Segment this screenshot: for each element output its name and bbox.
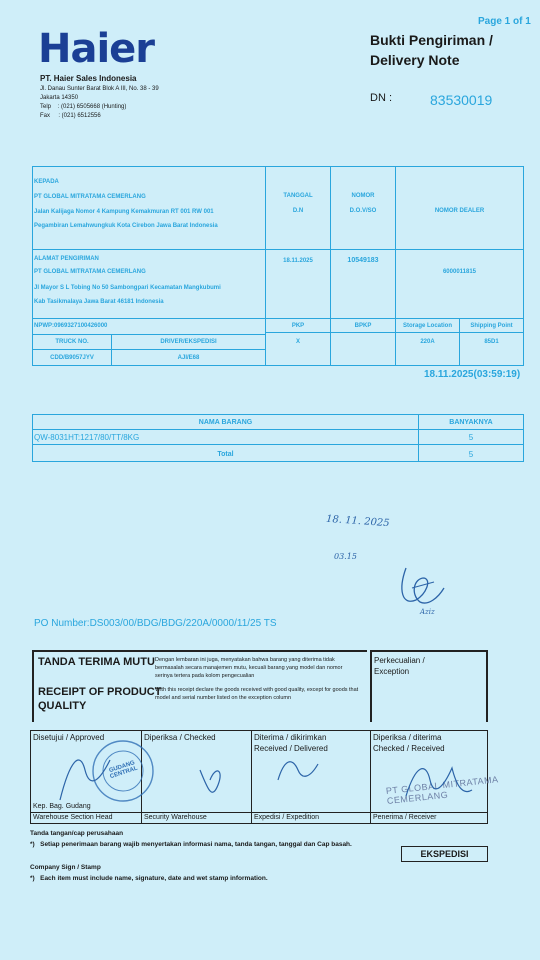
shipping-point-label: Shipping Point	[470, 323, 513, 329]
nomor-value: 10549183	[347, 257, 379, 264]
col1-bottom-2: Warehouse Section Head	[33, 814, 113, 821]
doc-title-2: Delivery Note	[370, 52, 460, 68]
driver-label: DRIVER/EKSPEDISI	[160, 339, 217, 345]
col1-bottom-1: Kep. Bag. Gudang	[33, 803, 91, 810]
item-name: QW-8031HT:1217/80/TT/8KG	[34, 433, 140, 442]
approval-signatures	[40, 740, 240, 810]
col1-top: Disetujui / Approved	[33, 733, 105, 742]
alamat-name: PT GLOBAL MITRATAMA CEMERLANG	[34, 269, 146, 275]
col4-top-1: Diperiksa / diterima	[373, 733, 442, 742]
npwp: NPWP:0969327100426000	[34, 323, 108, 329]
divider	[265, 332, 524, 333]
total-value: 5	[468, 450, 474, 459]
truck-value: CDD/B9057JYV	[50, 355, 94, 361]
col3-bottom: Expedisi / Expedition	[254, 814, 319, 821]
dn-label: DN :	[370, 92, 392, 104]
truck-label: TRUCK NO.	[55, 339, 89, 345]
dealer-value-cell	[395, 249, 524, 319]
receipt-text-id: Dengan lembaran ini juga, menyatakan bahwa barang yang diterima tidak bermasalah secara manajemen mutu, kecuali barang yang model dan nomor serinya tertera pada kolom pengecualian	[155, 657, 343, 679]
receipt-title-id: TANDA TERIMA MUTU	[38, 656, 155, 668]
alamat-address-2: Kab Tasikmalaya Jawa Barat 46181 Indonesia	[34, 299, 164, 305]
item-qty: 5	[468, 433, 474, 442]
footer-line-2: *) Setiap penerimaan barang wajib menyertakan informasi nama, tanda tangan, tanggal dan Cap basah.	[30, 841, 352, 848]
col-banyaknya: BANYAKNYA	[449, 419, 493, 426]
nomor-dealer-label: NOMOR DEALER	[434, 208, 485, 214]
storage-value: 220A	[420, 339, 435, 345]
receipt-title-en-1: RECEIPT OF PRODUCT	[38, 686, 162, 698]
tanggal-value: 18.11.2025	[283, 258, 313, 264]
copy-label: EKSPEDISI	[420, 849, 469, 859]
kepada-address-1: Jalan Kalijaga Nomor 4 Kampung Kemakmuran RT 001 RW 001	[34, 209, 214, 215]
footer-line-4: *) Each item must include name, signature, date and wet stamp information.	[30, 875, 268, 882]
kepada-address-2: Pegambiran Lemahwungkuk Kota Cirebon Jawa Barat Indonesia	[34, 223, 218, 229]
po-number: PO Number:DS003/00/BDG/BDG/220A/0000/11/25 TS	[34, 618, 277, 629]
dealer-value: 6000011815	[442, 269, 477, 275]
haier-logo: Haier	[38, 26, 155, 72]
nomor-label: NOMOR	[351, 193, 375, 199]
company-name: PT. Haier Sales Indonesia	[40, 74, 137, 83]
timestamp: 18.11.2025(03:59:19)	[424, 369, 521, 380]
company-address-2: Jakarta 14350	[40, 95, 79, 101]
sig-divider-3	[370, 730, 371, 824]
tanggal-label: TANGGAL	[283, 193, 313, 199]
total-label: Total	[217, 451, 234, 458]
col3-top-2: Received / Delivered	[254, 744, 328, 753]
footer-line-3: Company Sign / Stamp	[30, 864, 101, 871]
col2-bottom: Security Warehouse	[144, 814, 207, 821]
company-address-1: Jl. Danau Sunter Barat Blok A III, No. 38 - 39	[40, 86, 159, 92]
nomor-sub: D.O.V/SO	[349, 208, 377, 214]
col-nama-barang: NAMA BARANG	[198, 419, 253, 426]
bpkp-label: BPKP	[354, 323, 372, 329]
col2-top: Diperiksa / Checked	[144, 733, 216, 742]
driver-value: AJI/E68	[177, 355, 200, 361]
exception-label-1: Perkecualian /	[374, 656, 425, 665]
kepada-label: KEPADA	[34, 179, 59, 185]
sig-divider-2	[251, 730, 252, 824]
gudang-stamp-text: GUDANG CENTRAL	[108, 760, 139, 781]
pkp-value: X	[295, 339, 300, 345]
page-number: Page 1 of 1	[478, 16, 531, 27]
tanggal-sub: D.N	[292, 208, 304, 214]
handwritten-time: 03.15	[334, 552, 357, 561]
storage-label: Storage Location	[402, 323, 452, 329]
handwritten-name: Aziz	[420, 608, 435, 616]
dn-number: 83530019	[430, 92, 493, 108]
company-fax: Fax : (021) 6512556	[40, 113, 101, 119]
col3-top-1: Diterima / dikirimkan	[254, 733, 327, 742]
receipt-text-en: With this receipt declare the goods received with good quality, except for goods that model and serial number listed on the exception column	[155, 687, 359, 701]
doc-title-1: Bukti Pengiriman /	[370, 32, 493, 48]
handwritten-date: 18. 11. 2025	[325, 513, 390, 530]
receiver-company-stamp: PT GLOBAL MITRATAMA CEMERLANG	[385, 774, 499, 806]
col4-bottom: Penerima / Receiver	[373, 814, 437, 821]
kepada-name: PT GLOBAL MITRATAMA CEMERLANG	[34, 194, 146, 200]
receipt-title-en-2: QUALITY	[38, 700, 87, 712]
col4-top-2: Checked / Received	[373, 744, 445, 753]
company-telp: Telp : (021) 6505668 (Hunting)	[40, 104, 127, 110]
alamat-address-1: Jl Mayor S L Tobing No 50 Sambongpari Kecamatan Mangkubumi	[34, 285, 221, 291]
alamat-label: ALAMAT PENGIRIMAN	[34, 256, 99, 262]
shipping-point-value: 85D1	[484, 339, 499, 345]
footer-line-1: Tanda tangan/cap perusahaan	[30, 830, 124, 837]
sig-bottom-divider	[30, 812, 488, 813]
receiver-signature	[396, 756, 486, 808]
exception-label-2: Exception	[374, 667, 410, 676]
pkp-label: PKP	[291, 323, 305, 329]
expedition-signature	[270, 750, 340, 790]
